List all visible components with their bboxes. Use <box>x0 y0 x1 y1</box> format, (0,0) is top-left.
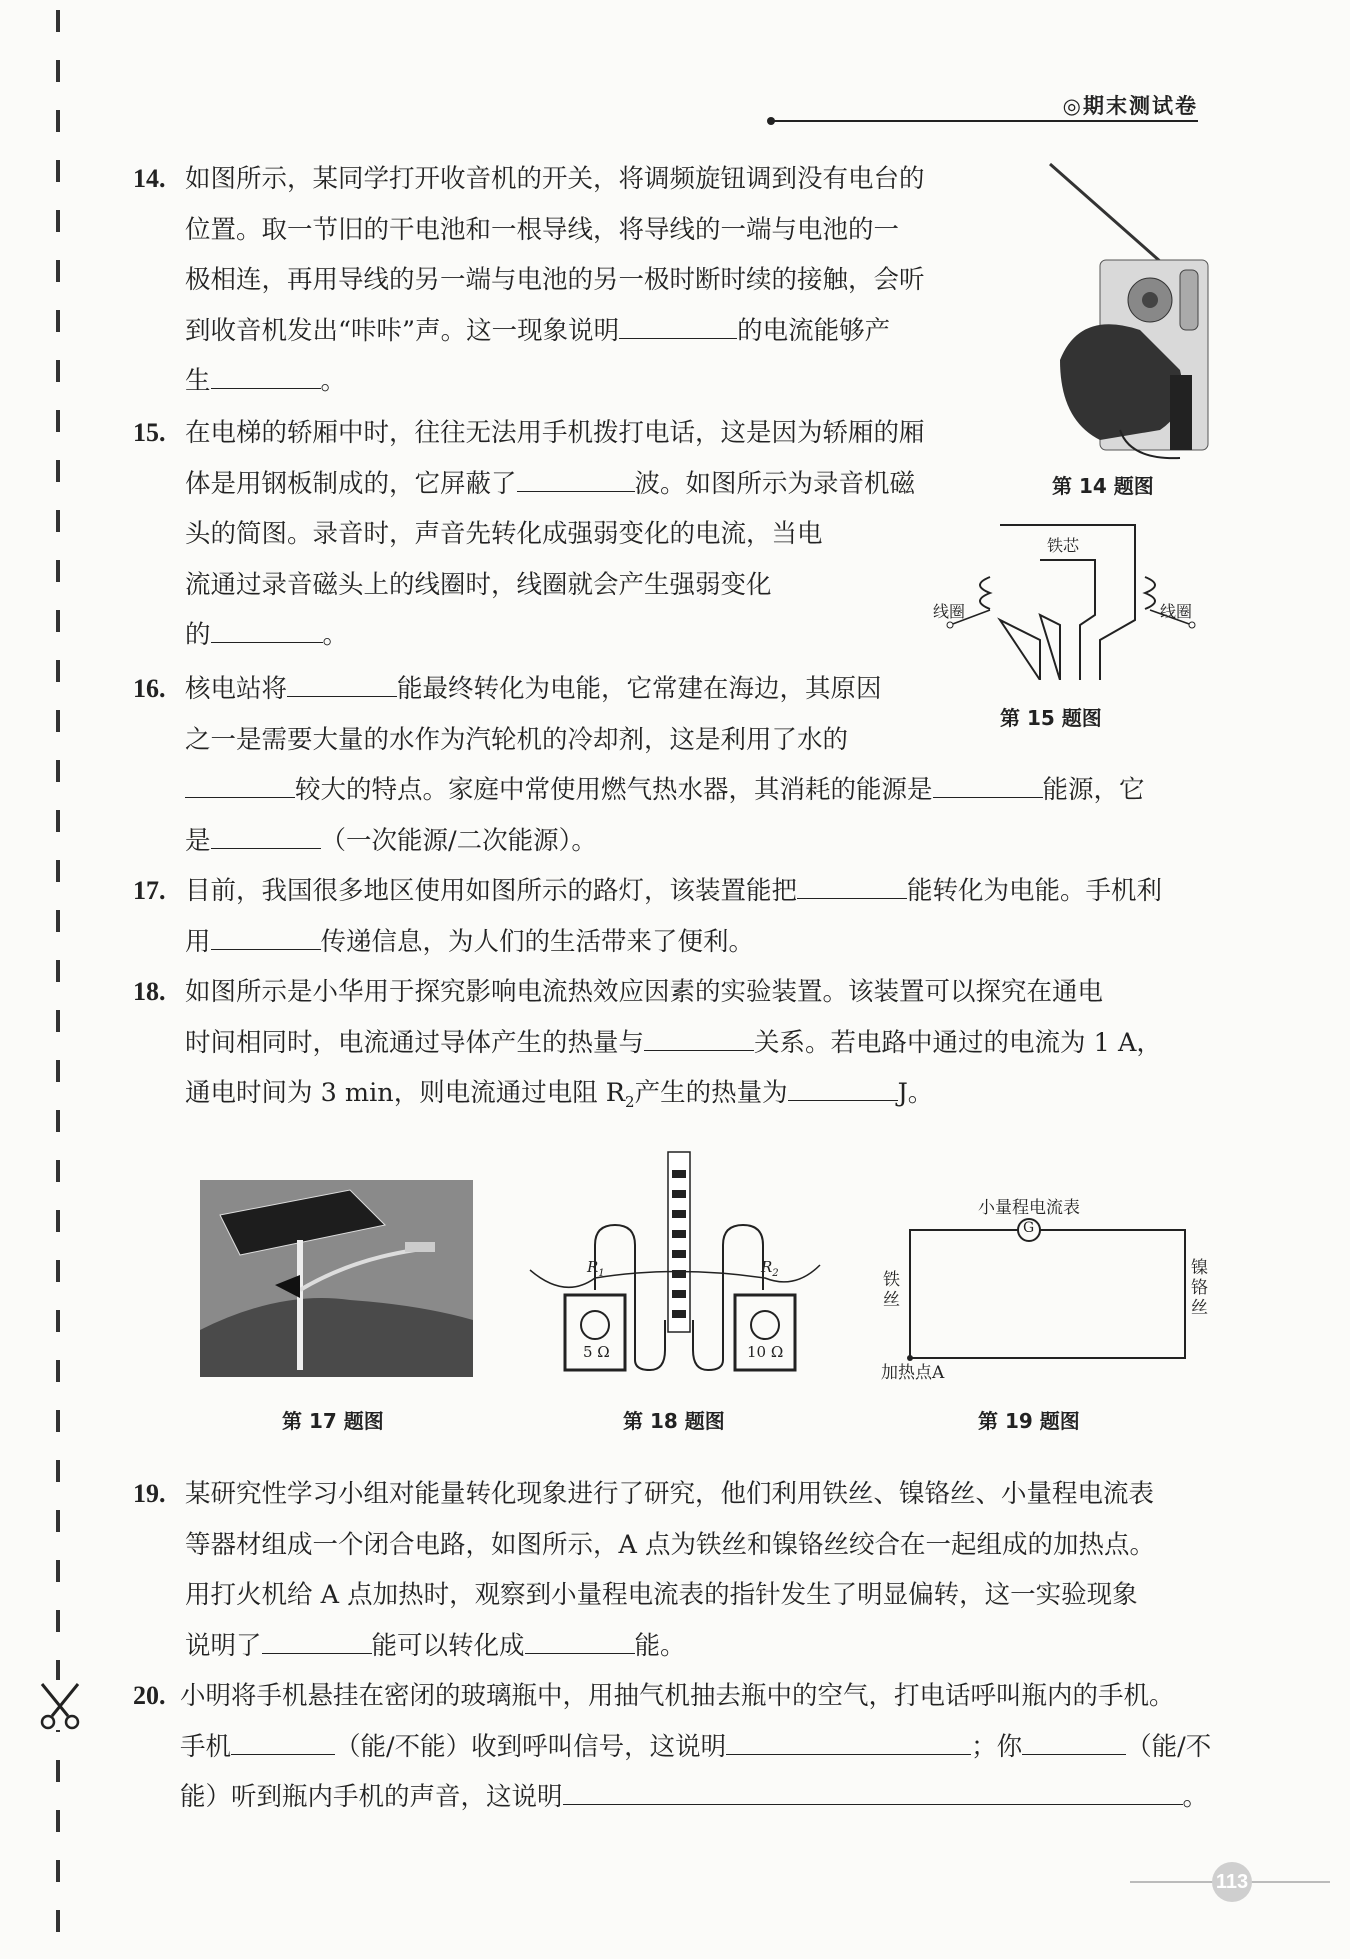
answer-blank[interactable] <box>788 1078 898 1101</box>
text-line: 之一是需要大量的水作为汽轮机的冷却剂，这是利用了水的 <box>185 724 849 755</box>
resistance-value: 5 Ω <box>583 1343 610 1361</box>
answer-blank[interactable] <box>185 775 295 798</box>
question-number: 18. <box>133 977 166 1006</box>
street-light-photo <box>200 1180 473 1377</box>
question-number: 16. <box>133 674 166 703</box>
question-number: 17. <box>133 876 166 905</box>
text-line: 极相连，再用导线的另一端与电池的另一极时断时续的接触，会听 <box>185 265 925 295</box>
text-line: 如图所示，某同学打开收音机的开关，将调频旋钮调到没有电台的 <box>185 164 925 194</box>
text-line: 如图所示是小华用于探究影响电流热效应因素的实验装置。该装置可以探究在通电 <box>185 977 1104 1007</box>
scissors-icon <box>34 1680 86 1730</box>
answer-blank[interactable] <box>619 316 737 339</box>
text-line: 体是用钢板制成的，它屏蔽了 波。如图所示为录音机磁 <box>185 468 916 499</box>
figure-caption: 第 15 题图 <box>1000 706 1102 730</box>
question-18 <box>133 967 1215 1128</box>
text-line: 是 （一次能源/二次能源）。 <box>185 825 597 856</box>
text-line: 小明将手机悬挂在密闭的玻璃瓶中，用抽气机抽去瓶中的空气，打电话呼叫瓶内的手机。 <box>180 1681 1175 1711</box>
answer-blank[interactable] <box>231 1732 335 1755</box>
answer-blank[interactable] <box>797 876 907 899</box>
question-number: 20. <box>133 1681 166 1710</box>
answer-blank[interactable] <box>563 1782 1183 1805</box>
figure-caption: 第 14 题图 <box>1052 474 1154 498</box>
text-line: 等器材组成一个闭合电路，如图所示，A 点为铁丝和镍铬丝绞合在一起组成的加热点。 <box>185 1529 1156 1560</box>
text-line: 用打火机给 A 点加热时，观察到小量程电流表的指针发生了明显偏转，这一实验现象 <box>185 1580 1138 1610</box>
thermocouple-circuit-diagram <box>875 1190 1208 1385</box>
text-line: 到收音机发出“咔咔”声。这一现象说明 的电流能够产 <box>185 315 891 346</box>
header-dot <box>767 117 775 125</box>
heating-point-label: 加热点A <box>881 1363 945 1383</box>
answer-blank[interactable] <box>211 620 323 643</box>
text-line: 通电时间为 3 min，则电流通过电阻 $R_2$产生的热量为 J。 <box>185 1078 934 1112</box>
question-17 <box>133 866 1215 967</box>
recording-head-diagram <box>930 515 1210 680</box>
cut-line <box>56 10 60 1950</box>
text-line: 某研究性学习小组对能量转化现象进行了研究，他们利用铁丝、镍铬丝、小量程电流表 <box>185 1479 1155 1509</box>
answer-blank[interactable] <box>211 826 321 849</box>
answer-blank[interactable] <box>517 469 635 492</box>
text-line: 在电梯的轿厢中时，往往无法用手机拨打电话，这是因为轿厢的厢 <box>185 418 925 448</box>
question-19 <box>133 1469 1215 1671</box>
figure-caption: 第 17 题图 <box>282 1409 384 1433</box>
text-line: 时间相同时，电流通过导体产生的热量与 关系。若电路中通过的电流为 1 A， <box>185 1027 1162 1058</box>
text-line: 核电站将 能最终转化为电能，它常建在海边，其原因 <box>185 674 882 704</box>
page-number: 113 <box>1212 1862 1252 1902</box>
question-15 <box>133 408 1015 661</box>
answer-blank[interactable] <box>933 775 1043 798</box>
answer-blank[interactable] <box>644 1028 754 1051</box>
answer-blank[interactable] <box>525 1631 635 1654</box>
text-line: 头的简图。录音时，声音先转化成强弱变化的电流，当电 <box>185 519 823 549</box>
question-20 <box>133 1671 1215 1823</box>
radio-figure <box>1040 160 1210 460</box>
text-line: 手机 （能/不能）收到呼叫信号，这说明 ；你 （能/不 <box>180 1731 1212 1762</box>
answer-blank[interactable] <box>1022 1732 1126 1755</box>
figure-caption: 第 19 题图 <box>978 1409 1080 1433</box>
text-line: 目前，我国很多地区使用如图所示的路灯，该装置能把 能转化为电能。手机利 <box>185 876 1163 906</box>
text-line: 的 。 <box>185 620 349 650</box>
text-line: 能）听到瓶内手机的声音，这说明 。 <box>180 1782 1209 1812</box>
text-line: 较大的特点。家庭中常使用燃气热水器，其消耗的能源是 能源，它 <box>185 765 1205 816</box>
text-line: 说明了 能可以转化成 能。 <box>185 1630 686 1661</box>
answer-blank[interactable] <box>726 1732 971 1755</box>
header-rule <box>772 120 1198 122</box>
resistance-value: 10 Ω <box>747 1343 784 1361</box>
core-label: 铁芯 <box>1047 536 1080 555</box>
heat-experiment-diagram <box>525 1150 825 1380</box>
answer-blank[interactable] <box>211 927 321 950</box>
text-line: 生 。 <box>185 366 347 396</box>
coil-label: 线圈 <box>1160 602 1193 621</box>
text-line: 流通过录音磁头上的线圈时，线圈就会产生强弱变化 <box>185 569 772 600</box>
question-14 <box>133 154 1015 407</box>
figure-caption: 第 18 题图 <box>623 1409 725 1433</box>
question-number: 15. <box>133 418 166 447</box>
answer-blank[interactable] <box>287 674 397 697</box>
answer-blank[interactable] <box>211 366 321 389</box>
text-line: 用 传递信息，为人们的生活带来了便利。 <box>185 926 755 957</box>
question-number: 19. <box>133 1479 166 1508</box>
meter-symbol: G <box>1023 1220 1035 1236</box>
resistor-label: $R_2$ <box>761 1258 779 1279</box>
text-line: 位置。取一节旧的干电池和一根导线，将导线的一端与电池的一 <box>185 214 900 245</box>
resistor-label: $R_1$ <box>587 1258 605 1279</box>
wire-label: 铁丝 <box>883 1270 900 1310</box>
answer-blank[interactable] <box>262 1631 372 1654</box>
question-number: 14. <box>133 164 166 193</box>
meter-label: 小量程电流表 <box>978 1198 1080 1218</box>
wire-label: 镍铬丝 <box>1191 1258 1208 1318</box>
coil-label: 线圈 <box>933 602 966 621</box>
page-header: ◎期末测试卷 <box>1062 94 1198 118</box>
